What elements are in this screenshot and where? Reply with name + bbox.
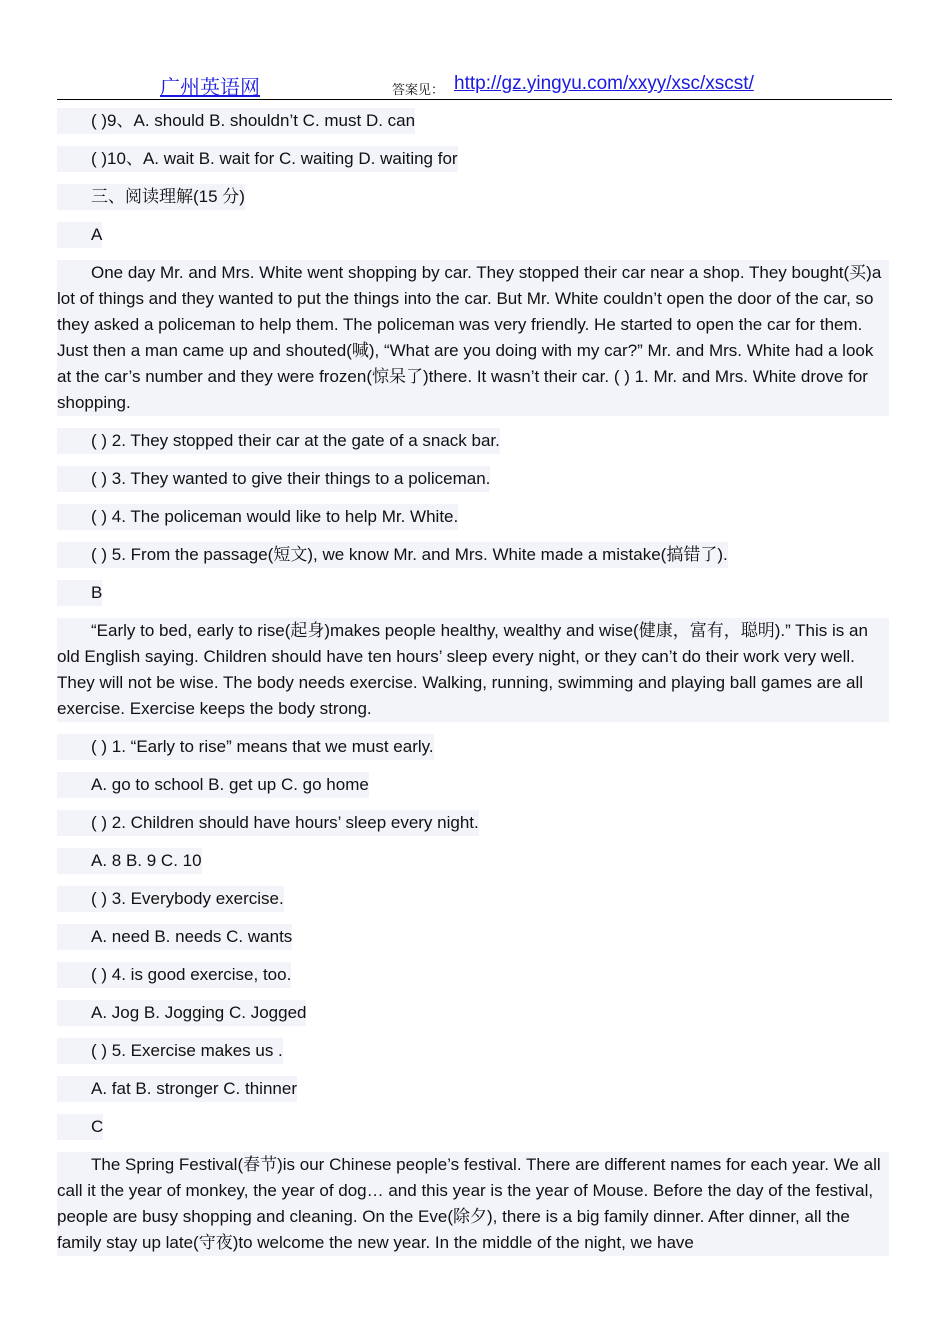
passage-b: “Early to bed, early to rise(起身)makes people healthy, wealthy and wise(健康，富有，聪明).” This is an old English saying. Children should have ten hours’ sleep every night, or they can’t do their work very well. They will not be wise. The body needs exercise. Walking, running, swimming and playing ball games are all exercise. Exercise keeps the body strong. bbox=[57, 618, 889, 722]
options-line: A. go to school B. get up C. go home bbox=[57, 772, 889, 798]
question-line: ( ) 2. Children should have hours’ sleep every night. bbox=[57, 810, 889, 836]
site-name-link[interactable]: 广州英语网 bbox=[160, 75, 260, 99]
options-line: A. 8 B. 9 C. 10 bbox=[57, 848, 889, 874]
passage-c: The Spring Festival(春节)is our Chinese people’s festival. There are different names for each year. We all call it the year of monkey, the year of dog… and this year is the year of Mouse. Before the day of the festival, people are busy shopping and cleaning. On the Eve(除夕), there is a big family dinner. After dinner, all the family stay up late(守夜)to welcome the new year. In the middle of the night, we have bbox=[57, 1152, 889, 1256]
answer-url-link[interactable]: http://gz.yingyu.com/xxyy/xsc/xscst/ bbox=[454, 73, 754, 94]
passage-a: One day Mr. and Mrs. White went shopping by car. They stopped their car near a shop. They bought(买)a lot of things and they wanted to put the things into the car. But Mr. White couldn’t open the door of the car, so they asked a policeman to help them. The policeman was very friendly. He started to open the car for them. Just then a man came up and shouted(喊), “What are you doing with my car?” Mr. and Mrs. White had a look at the car’s number and they were frozen(惊呆了)there. It wasn’t their car. ( ) 1. Mr. and Mrs. White drove for shopping. bbox=[57, 260, 889, 416]
question-line: ( ) 5. From the passage(短文), we know Mr. and Mrs. White made a mistake(搞错了). bbox=[57, 542, 889, 568]
question-line: ( ) 4. The policeman would like to help Mr. White. bbox=[57, 504, 889, 530]
passage-label-b: B bbox=[57, 580, 889, 606]
passage-label-a: A bbox=[57, 222, 889, 248]
question-line: ( )9、A. should B. shouldn’t C. must D. can bbox=[57, 108, 889, 134]
question-line: ( ) 3. Everybody exercise. bbox=[57, 886, 889, 912]
question-line: ( ) 3. They wanted to give their things to a policeman. bbox=[57, 466, 889, 492]
question-line: ( ) 1. “Early to rise” means that we must early. bbox=[57, 734, 889, 760]
question-line: ( ) 4. is good exercise, too. bbox=[57, 962, 889, 988]
question-line: ( ) 2. They stopped their car at the gate of a snack bar. bbox=[57, 428, 889, 454]
options-line: A. fat B. stronger C. thinner bbox=[57, 1076, 889, 1102]
question-line: ( ) 5. Exercise makes us . bbox=[57, 1038, 889, 1064]
document-body bbox=[57, 108, 889, 1268]
question-line: ( )10、A. wait B. wait for C. waiting D. waiting for bbox=[57, 146, 889, 172]
section-heading: 三、阅读理解(15 分) bbox=[57, 184, 889, 210]
page-header bbox=[57, 68, 892, 100]
options-line: A. need B. needs C. wants bbox=[57, 924, 889, 950]
options-line: A. Jog B. Jogging C. Jogged bbox=[57, 1000, 889, 1026]
passage-label-c: C bbox=[57, 1114, 889, 1140]
answer-label: 答案见： bbox=[392, 83, 445, 98]
